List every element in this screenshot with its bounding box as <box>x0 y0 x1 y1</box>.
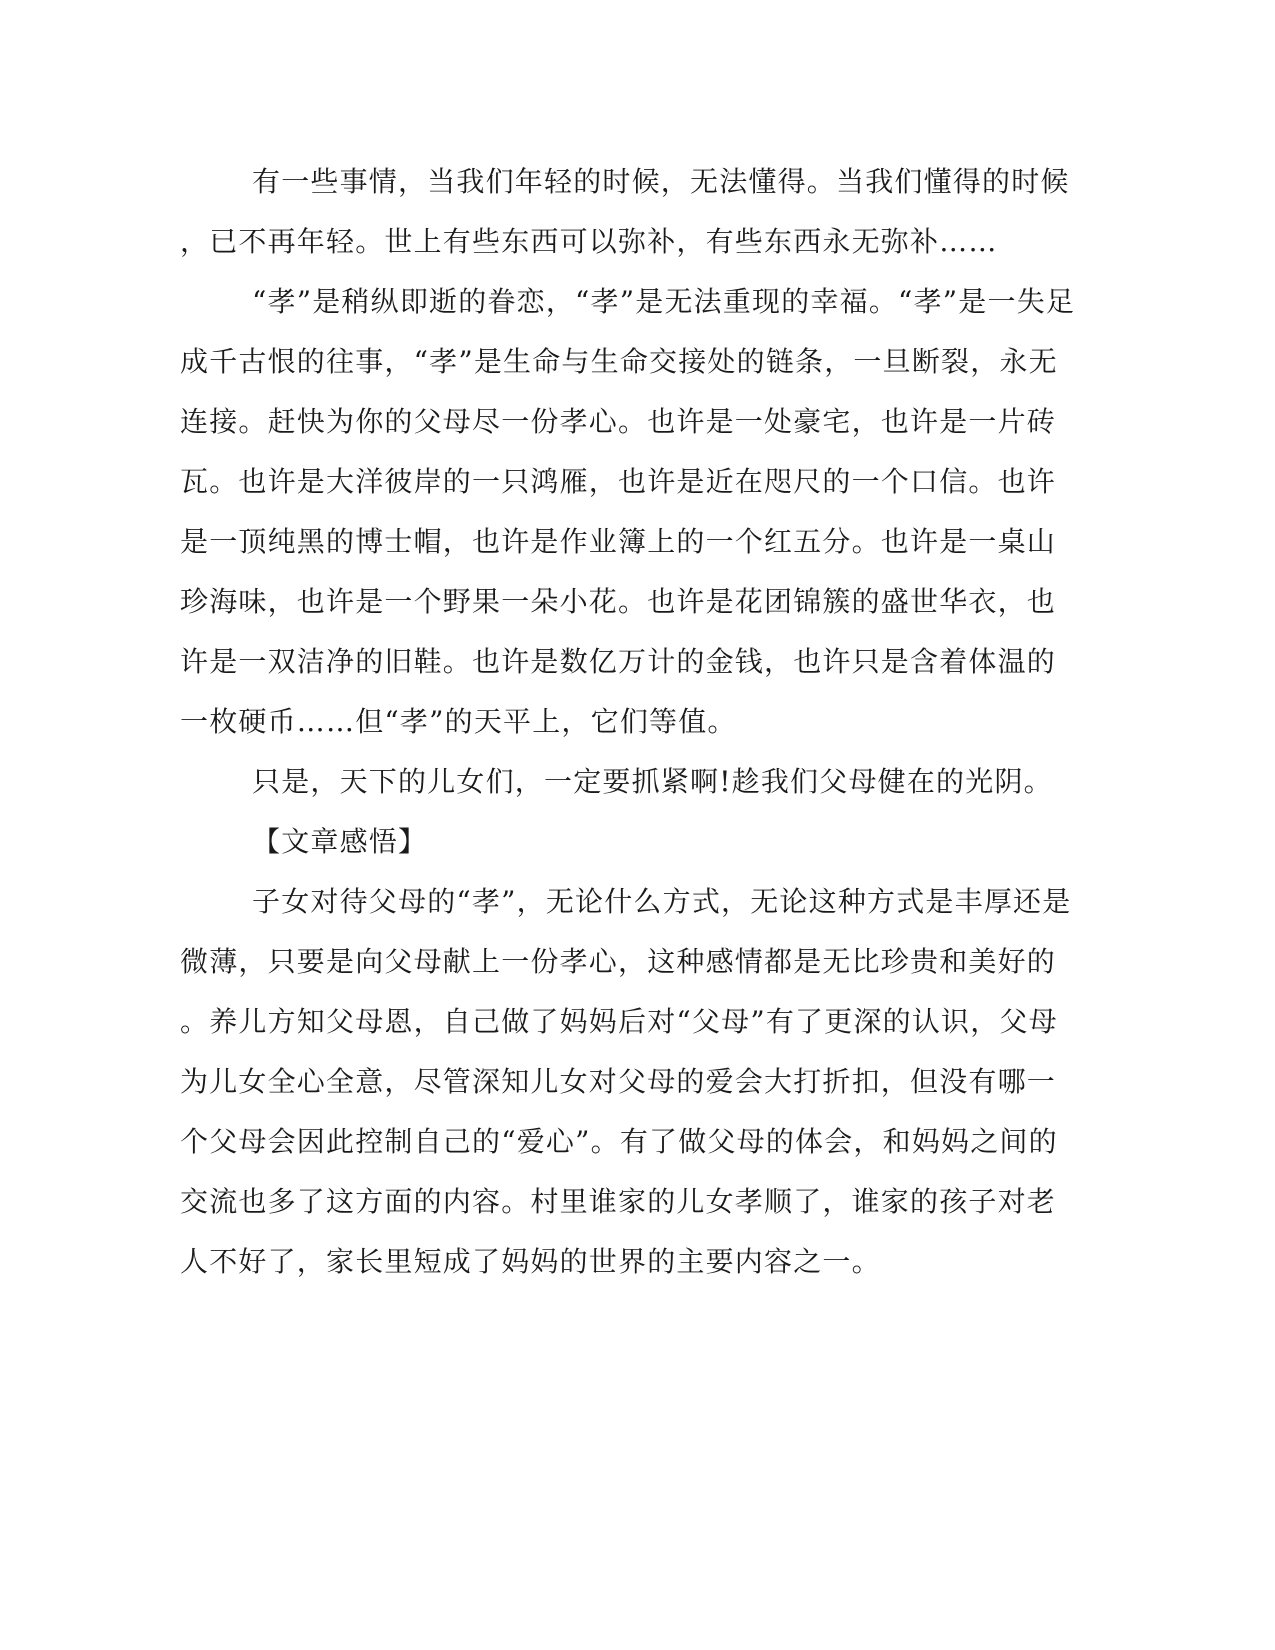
text-line: ，已不再年轻。世上有些东西可以弥补，有些东西永无弥补…… <box>180 225 998 258</box>
text-line: 连接。赶快为你的父母尽一份孝心。也许是一处豪宅，也许是一片砖 <box>180 405 1057 438</box>
document-body <box>180 152 1076 1292</box>
text-line: 子女对待父母的“孝”，无论什么方式，无论这种方式是丰厚还是 <box>252 885 1072 918</box>
text-line: 。养儿方知父母恩，自己做了妈妈后对“父母”有了更深的认识，父母 <box>180 1005 1058 1038</box>
text-line: 成千古恨的往事，“孝”是生命与生命交接处的链条，一旦断裂，永无 <box>180 345 1058 378</box>
text-line: 微薄，只要是向父母献上一份孝心，这种感情都是无比珍贵和美好的 <box>180 945 1057 978</box>
text-line: 只是，天下的儿女们，一定要抓紧啊!趁我们父母健在的光阴。 <box>252 765 1053 798</box>
text-line: 人不好了，家长里短成了妈妈的世界的主要内容之一。 <box>180 1245 881 1278</box>
section-heading-text: 【文章感悟】 <box>252 825 428 858</box>
text-line: 珍海味，也许是一个野果一朵小花。也许是花团锦簇的盛世华衣，也 <box>180 585 1057 618</box>
text-line: 交流也多了这方面的内容。村里谁家的儿女孝顺了，谁家的孩子对老 <box>180 1185 1057 1218</box>
text-line: 一枚硬币……但“孝”的天平上，它们等值。 <box>180 705 737 738</box>
text-line: 有一些事情，当我们年轻的时候，无法懂得。当我们懂得的时候 <box>252 165 1070 198</box>
section-heading <box>180 812 1040 872</box>
text-line: “孝”是稍纵即逝的眷恋，“孝”是无法重现的幸福。“孝”是一失足 <box>252 285 1076 318</box>
text-line: 个父母会因此控制自己的“爱心”。有了做父母的体会，和妈妈之间的 <box>180 1125 1058 1158</box>
text-line: 为儿女全心全意，尽管深知儿女对父母的爱会大打折扣，但没有哪一 <box>180 1065 1057 1098</box>
text-line: 许是一双洁净的旧鞋。也许是数亿万计的金钱，也许只是含着体温的 <box>180 645 1057 678</box>
paragraph-exhortation <box>180 752 1053 812</box>
paragraph-intro <box>180 152 1070 272</box>
paragraph-filial-piety <box>180 272 1076 752</box>
text-line: 瓦。也许是大洋彼岸的一只鸿雁，也许是近在咫尺的一个口信。也许 <box>180 465 1057 498</box>
paragraph-reflection <box>180 872 1072 1292</box>
text-line: 是一顶纯黑的博士帽，也许是作业簿上的一个红五分。也许是一桌山 <box>180 525 1057 558</box>
